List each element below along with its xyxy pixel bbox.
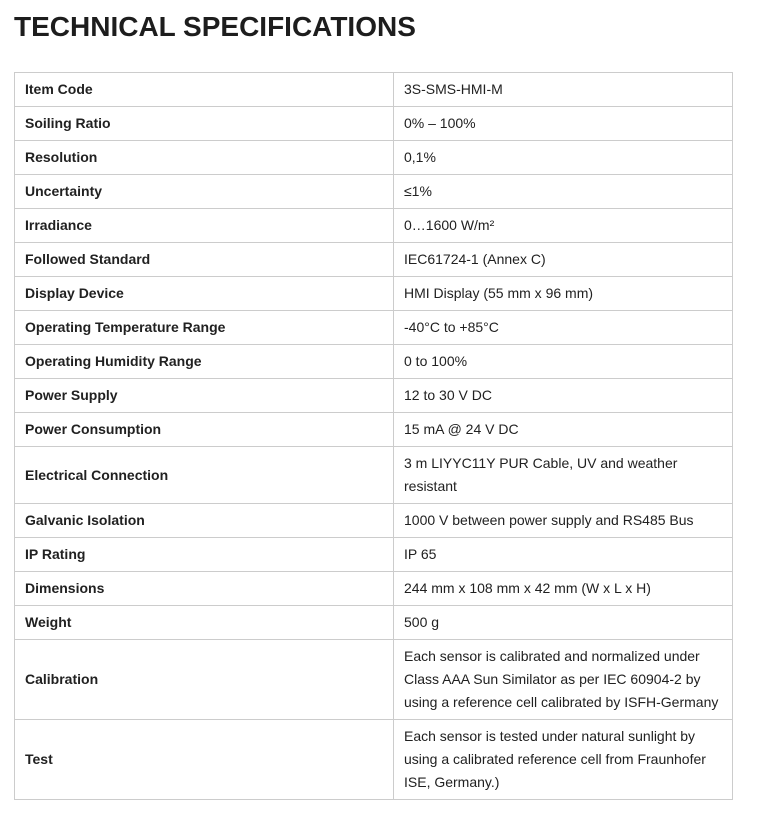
spec-row xyxy=(15,720,733,800)
spec-value: Each sensor is calibrated and normalized under Class AAA Sun Similator as per IEC 60904-2 by using a reference cell calibrated by ISFH-Germany xyxy=(394,640,733,720)
spec-label: Soiling Ratio xyxy=(15,107,394,141)
spec-row xyxy=(15,209,733,243)
spec-value: -40°C to +85°C xyxy=(394,311,733,345)
spec-row xyxy=(15,606,733,640)
spec-value: ≤1% xyxy=(394,175,733,209)
spec-value: IEC61724-1 (Annex C) xyxy=(394,243,733,277)
spec-label: Item Code xyxy=(15,73,394,107)
spec-value: 15 mA @ 24 V DC xyxy=(394,413,733,447)
spec-value: 3 m LIYYC11Y PUR Cable, UV and weather resistant xyxy=(394,447,733,504)
spec-value: 0% – 100% xyxy=(394,107,733,141)
spec-value: 500 g xyxy=(394,606,733,640)
spec-label: Operating Humidity Range xyxy=(15,345,394,379)
spec-row xyxy=(15,311,733,345)
spec-row xyxy=(15,640,733,720)
spec-table xyxy=(14,72,733,800)
spec-value: IP 65 xyxy=(394,538,733,572)
spec-value: 244 mm x 108 mm x 42 mm (W x L x H) xyxy=(394,572,733,606)
spec-label: Weight xyxy=(15,606,394,640)
spec-label: Galvanic Isolation xyxy=(15,504,394,538)
spec-label: Resolution xyxy=(15,141,394,175)
spec-row xyxy=(15,277,733,311)
spec-row xyxy=(15,107,733,141)
spec-row xyxy=(15,447,733,504)
spec-row xyxy=(15,538,733,572)
spec-row xyxy=(15,504,733,538)
spec-row xyxy=(15,345,733,379)
spec-label: Power Supply xyxy=(15,379,394,413)
spec-row xyxy=(15,175,733,209)
page xyxy=(14,11,733,800)
spec-row xyxy=(15,243,733,277)
spec-label: Operating Temperature Range xyxy=(15,311,394,345)
spec-label: Power Consumption xyxy=(15,413,394,447)
spec-row xyxy=(15,413,733,447)
spec-row xyxy=(15,379,733,413)
spec-value: HMI Display (55 mm x 96 mm) xyxy=(394,277,733,311)
spec-row xyxy=(15,141,733,175)
spec-label: Uncertainty xyxy=(15,175,394,209)
spec-table-body xyxy=(15,73,733,800)
spec-label: Followed Standard xyxy=(15,243,394,277)
spec-value: 3S-SMS-HMI-M xyxy=(394,73,733,107)
spec-label: Dimensions xyxy=(15,572,394,606)
spec-value: 0 to 100% xyxy=(394,345,733,379)
spec-label: Calibration xyxy=(15,640,394,720)
spec-row xyxy=(15,73,733,107)
spec-label: IP Rating xyxy=(15,538,394,572)
spec-value: 0…1600 W/m² xyxy=(394,209,733,243)
spec-value: 1000 V between power supply and RS485 Bus xyxy=(394,504,733,538)
spec-row xyxy=(15,572,733,606)
spec-value: Each sensor is tested under natural sunlight by using a calibrated reference cell from Fraunhofer ISE, Germany.) xyxy=(394,720,733,800)
spec-label: Electrical Connection xyxy=(15,447,394,504)
spec-label: Test xyxy=(15,720,394,800)
spec-value: 0,1% xyxy=(394,141,733,175)
spec-label: Display Device xyxy=(15,277,394,311)
page-title: TECHNICAL SPECIFICATIONS xyxy=(14,11,416,42)
spec-label: Irradiance xyxy=(15,209,394,243)
spec-value: 12 to 30 V DC xyxy=(394,379,733,413)
